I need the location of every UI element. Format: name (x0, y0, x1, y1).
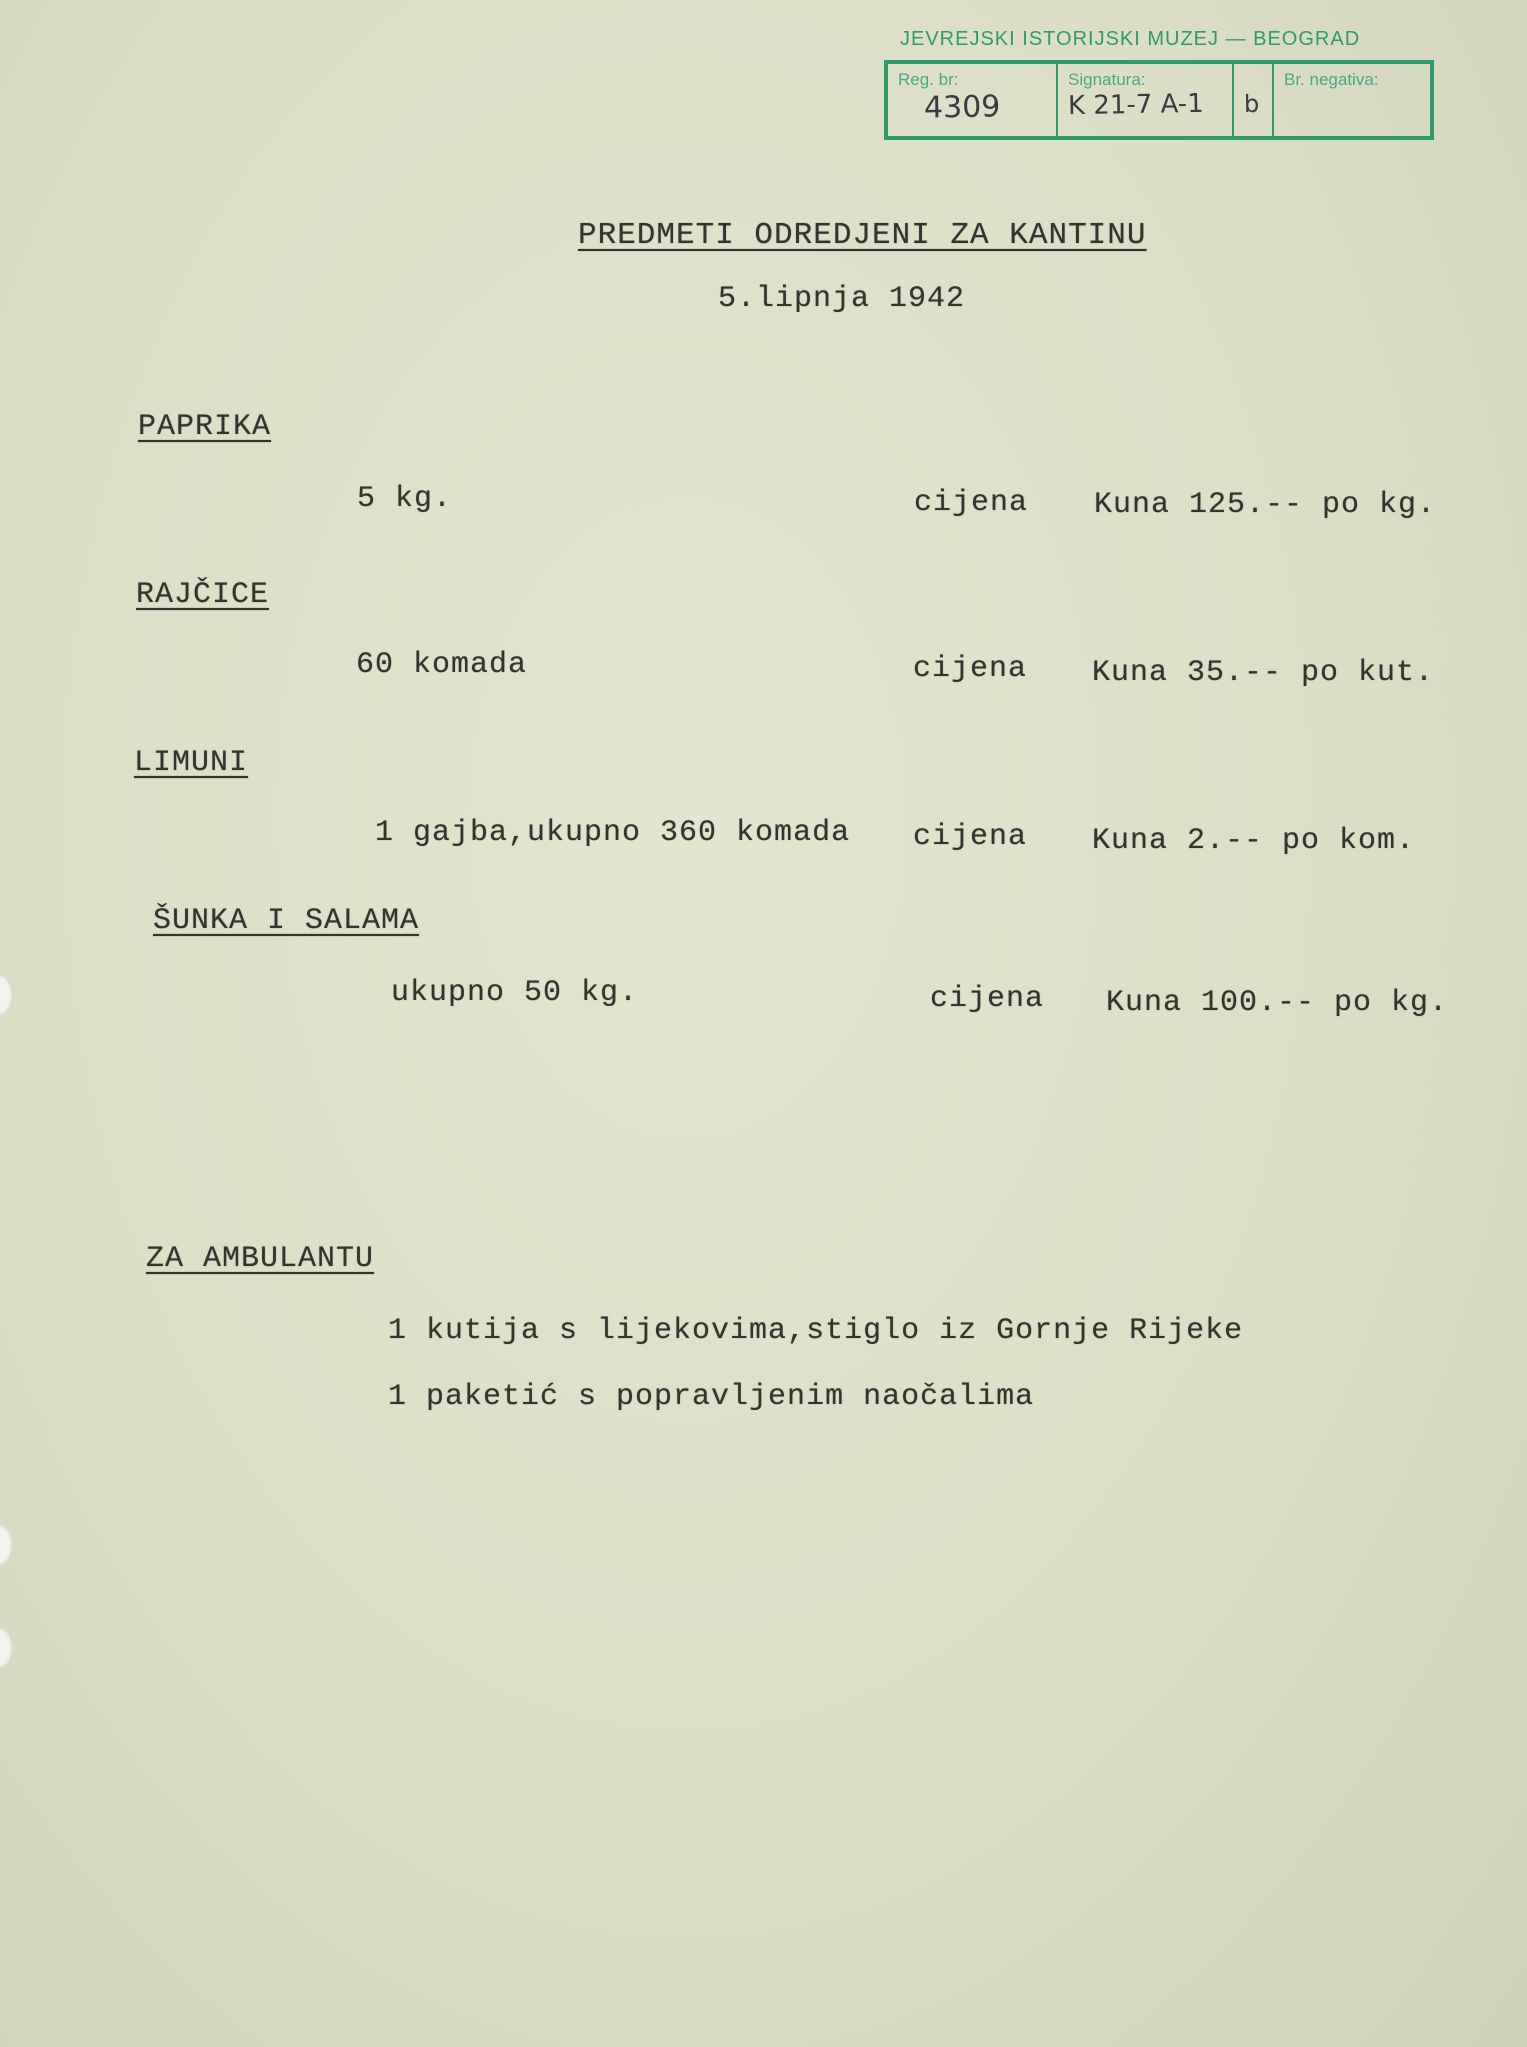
stamp-reg-label: Reg. br: (898, 70, 959, 89)
stamp-signatura-value: K 21-7 A-1 (1067, 88, 1204, 122)
item-heading-sunka: ŠUNKA I SALAMA (153, 904, 420, 938)
item-quantity-rajcice: 60 komada (356, 648, 528, 682)
stamp-cell-negativ (1274, 64, 1430, 136)
item-price-paprika: Kuna 125.-- po kg. (1094, 488, 1437, 522)
item-heading-rajcice: RAJČICE (136, 578, 270, 612)
item-quantity-paprika: 5 kg. (357, 482, 453, 516)
stamp-negativ-label: Br. negativa: (1284, 70, 1379, 89)
stamp-cell-extra (1234, 64, 1274, 136)
stamp-institution: JEVREJSKI ISTORIJSKI MUZEJ — BEOGRAD (900, 28, 1361, 50)
document-title: PREDMETI ODREDJENI ZA KANTINU (578, 218, 1147, 253)
stamp-cell-signatura (1058, 64, 1234, 136)
punch-hole (0, 975, 14, 1015)
item-price-label-sunka: cijena (930, 982, 1045, 1016)
archive-stamp (880, 22, 1440, 146)
item-price-rajcice: Kuna 35.-- po kut. (1092, 656, 1435, 690)
stamp-cell-reg (888, 64, 1058, 136)
item-price-sunka: Kuna 100.-- po kg. (1106, 986, 1449, 1020)
item-heading-paprika: PAPRIKA (138, 410, 272, 444)
item-price-limuni: Kuna 2.-- po kom. (1092, 824, 1416, 858)
item-quantity-sunka: ukupno 50 kg. (391, 976, 639, 1010)
punch-hole (0, 1628, 14, 1668)
item-price-label-paprika: cijena (914, 486, 1029, 520)
ambulance-line: 1 paketić s popravljenim naočalima (388, 1380, 1035, 1414)
item-price-label-limuni: cijena (913, 820, 1028, 854)
ambulance-heading: ZA AMBULANTU (146, 1242, 375, 1276)
document-date: 5.lipnja 1942 (718, 282, 966, 316)
stamp-signatura-extra: b (1243, 89, 1260, 119)
stamp-box (884, 60, 1434, 140)
ambulance-line: 1 kutija s lijekovima,stiglo iz Gornje Rijeke (388, 1314, 1244, 1348)
item-heading-limuni: LIMUNI (134, 746, 249, 780)
item-price-label-rajcice: cijena (913, 652, 1028, 686)
stamp-signatura-label: Signatura: (1068, 70, 1146, 89)
punch-hole (0, 1525, 14, 1565)
item-quantity-limuni: 1 gajba,ukupno 360 komada (375, 816, 851, 850)
stamp-reg-value: 4309 (923, 89, 1001, 126)
